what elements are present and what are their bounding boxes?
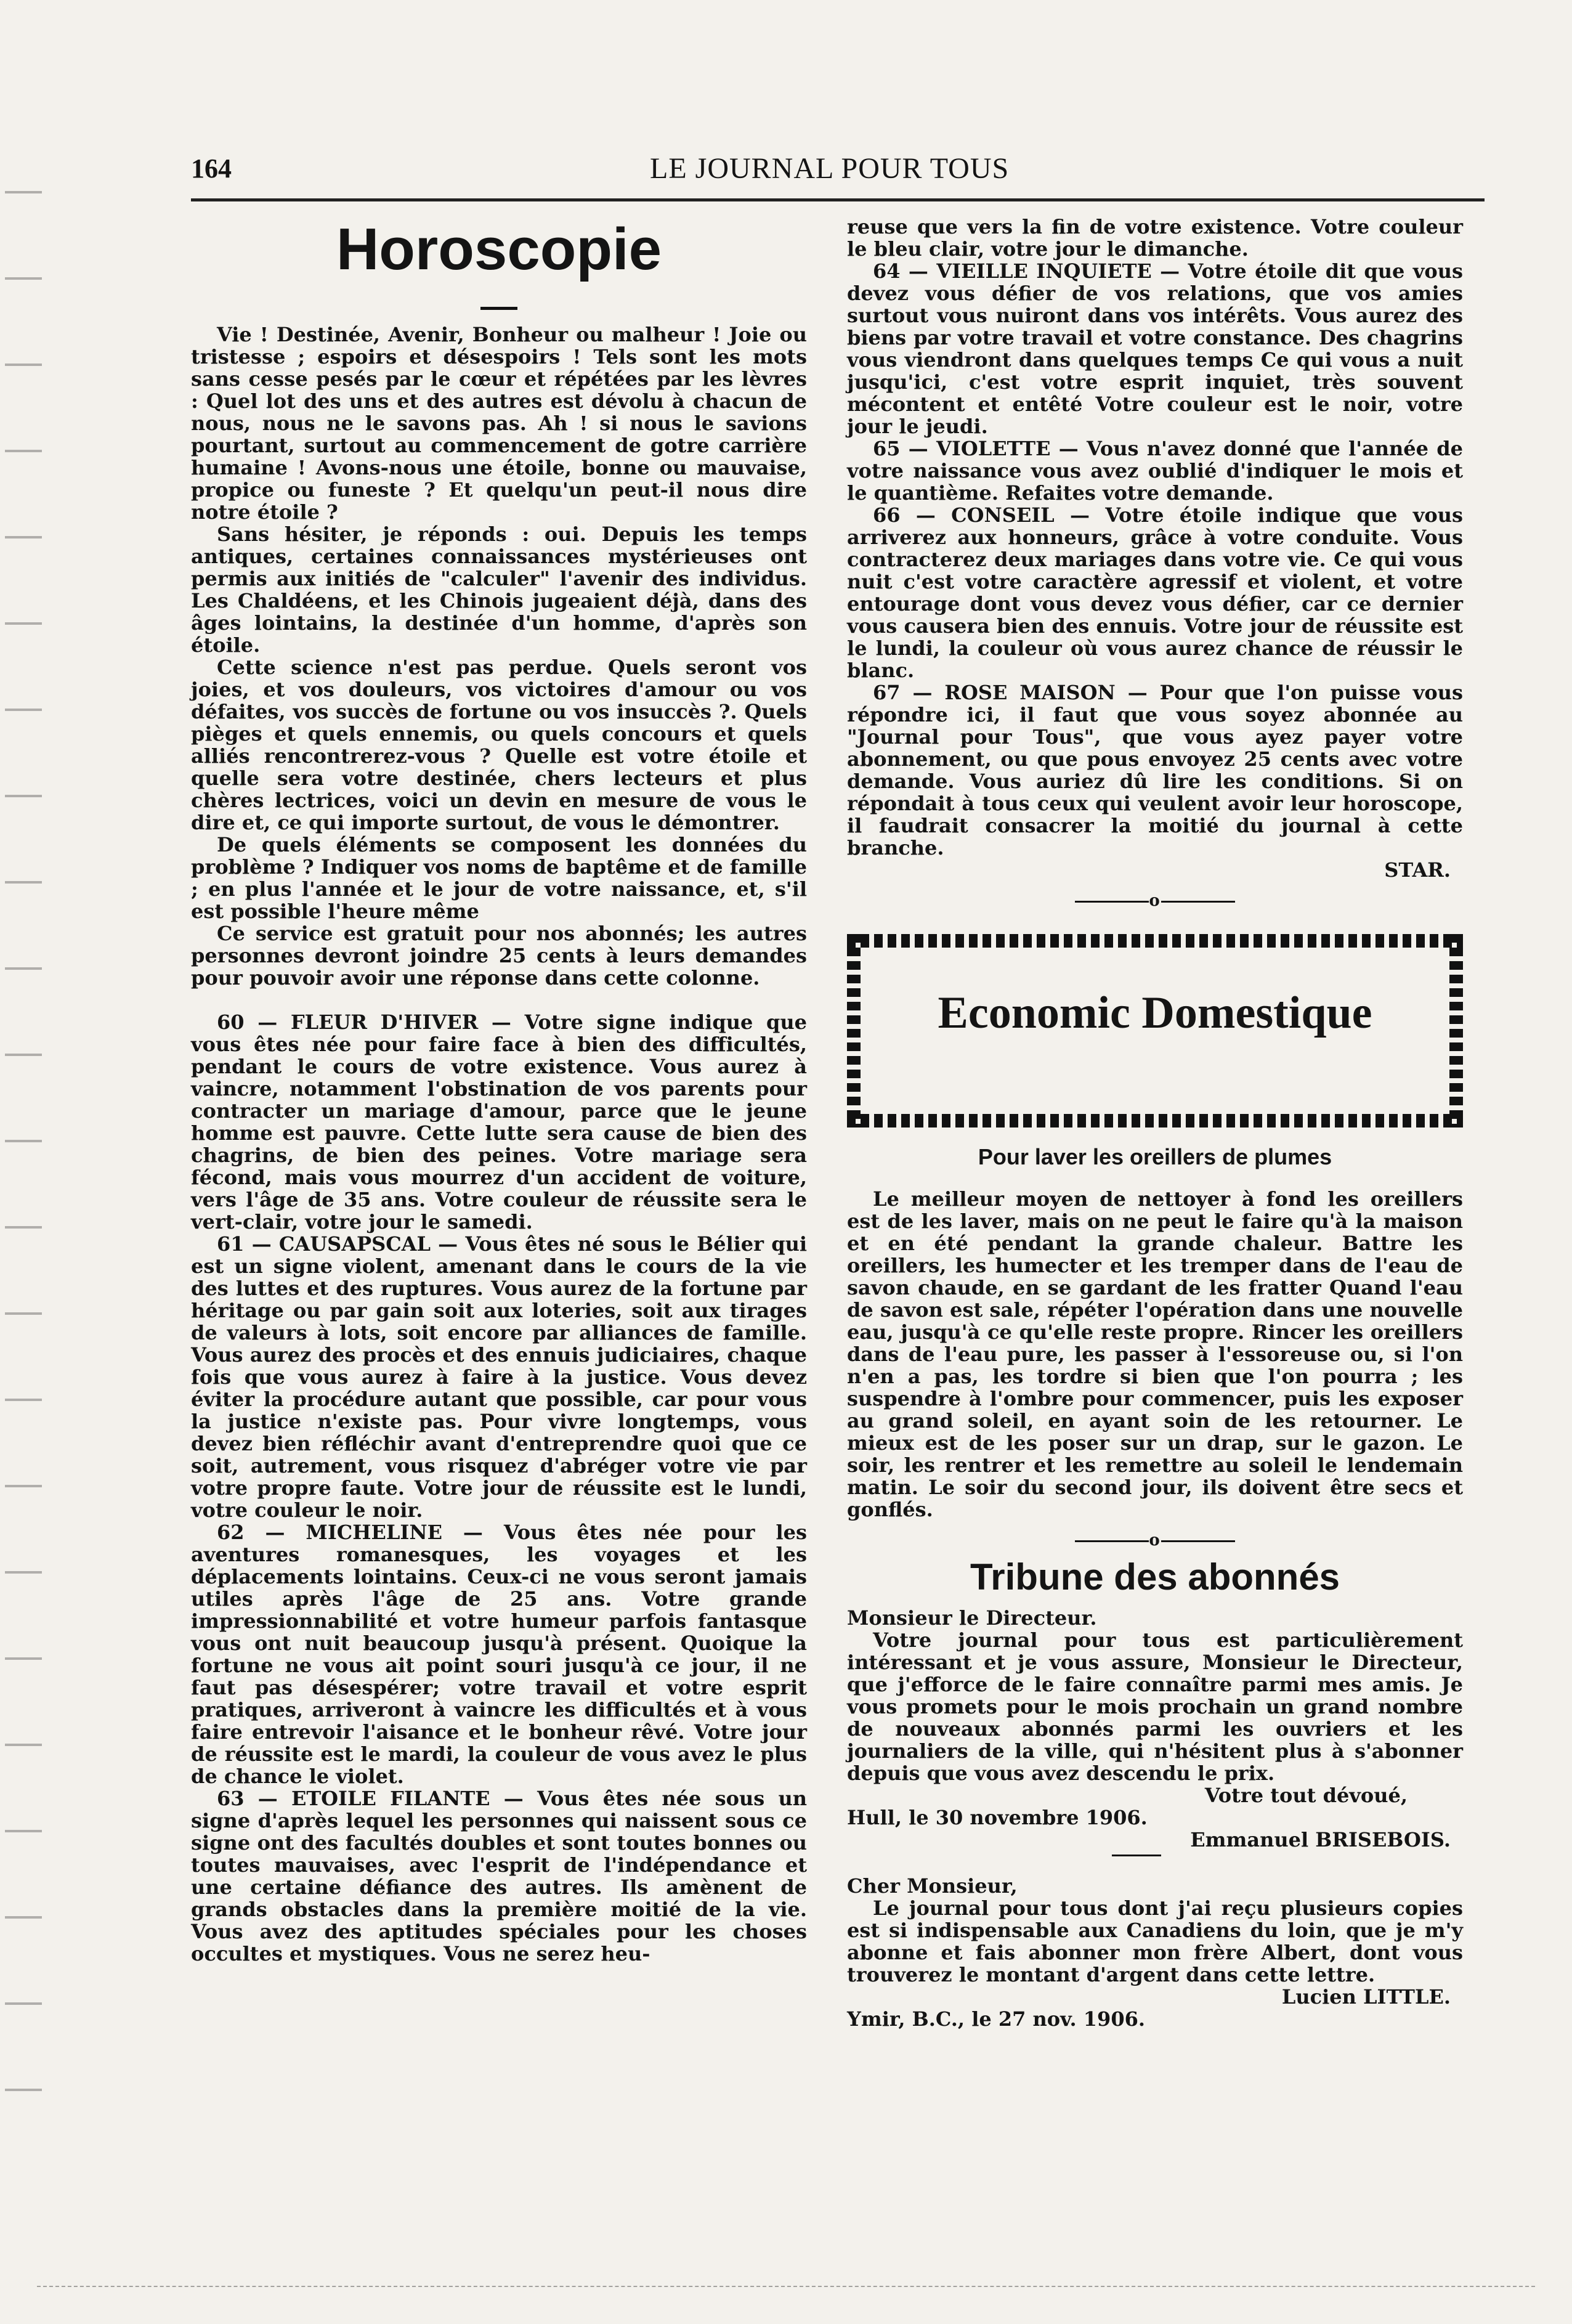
letter1-signature: Emmanuel BRISEBOIS.: [1190, 1828, 1451, 1851]
intro-paragraph-3: Cette science n'est pas perdue. Quels seront vos joies, et vos douleurs, vos victoires d'amour ou vos défaites, vos succès de fortune ou vos insuccès ?. Quels pièges et quels ennemis, ou quels concours et quels alliés rencontrerez-vous ? Quelle est votre étoile et quelle sera votre destinée, chers lecteurs et plus chères lectrices, voici un devin en mesure de vous le dire et, ce qui importe surtout, de vous le démontrer.: [191, 656, 807, 834]
page-header: [191, 153, 1485, 201]
horoscope-63: 63 — ETOILE FILANTE — Vous êtes née sous un signe d'après lequel les personnes qui naissent sous ce signe ont des facultés doubles et sont toutes bonnes ou toutes mauvaises, avec l'esprit de l'indépendance et une certaine défiance des autres. Ils amènent de grands obstacles dans la première moitié de la vie. Vous avez des aptitudes spéciales pour les choses occultes et mystiques. Vous ne serez heu-: [191, 1787, 807, 1965]
horoscopie-title: Horoscopie: [336, 216, 662, 282]
tribune-title: Tribune des abonnés: [970, 1556, 1340, 1598]
letter2-salutation: Cher Monsieur,: [847, 1874, 1018, 1898]
intro-paragraph-4: De quels éléments se composent les données du problème ? Indiquer vos noms de baptême et de famille ; en plus l'année et le jour de votre naissance, et, s'il est possible l'heure même: [191, 833, 807, 923]
letter2-date: Ymir, B.C., le 27 nov. 1906.: [847, 2007, 1145, 2031]
horoscope-63-continued: reuse que vers la fin de votre existence. Votre couleur le bleu clair, votre jour le dimanche.: [847, 215, 1463, 261]
letter1-closing: Votre tout dévoué,: [1204, 1784, 1408, 1807]
letter1-body: Votre journal pour tous est particulièrement intéressant et je vous assure, Monsieur le Directeur, que j'efforce de le faire connaître parmi mes amis. Je vous promets pour le mois prochain un grand nombre de nouveaux abonnés parmi les ouvriers et les journaliers de la ville, qui n'hésitent plus à s'abonner depuis que vous avez descendu le prix.: [847, 1628, 1463, 1785]
intro-paragraph-2: Sans hésiter, je réponds : oui. Depuis les temps antiques, certaines connaissances mystérieuses ont permis aux initiés de "calculer" l'avenir des individus. Les Chaldéens, et les Chinois jugeaient déjà, dans des âges lointains, la destinée d'un homme, d'après son étoile.: [191, 522, 807, 657]
letter1-salutation: Monsieur le Directeur.: [847, 1606, 1097, 1630]
intro-paragraph-5: Ce service est gratuit pour nos abonnés; les autres personnes devront joindre 25 cents à leurs demandes pour pouvoir avoir une réponse dans cette colonne.: [191, 922, 807, 989]
scan-margin-marks: [5, 154, 42, 2126]
page-number: 164: [191, 153, 232, 184]
intro-paragraph-1: Vie ! Destinée, Avenir, Bonheur ou malheur ! Joie ou tristesse ; espoirs et désespoirs ! Tels sont les mots sans cesse pesés par le cœur et répétées par les lèvres : Quel lot des uns et des autres est dévolu à chacun de nous, nous ne le savons pas. Ah ! si nous le savions pourtant, surtout au commencement de gotre carrière humaine ! Avons-nous une étoile, bonne ou mauvaise, propice ou funeste ? Et quelqu'un peut-il nous dire notre étoile ?: [191, 323, 807, 524]
section-separator: o: [847, 890, 1463, 912]
section-separator-2: o: [847, 1529, 1463, 1551]
horoscope-62: 62 — MICHELINE — Vous êtes née pour les aventures romanesques, les voyages et les déplacements lointains. Ceux-ci ne vous seront jamais utiles après l'âge de 25 ans. Votre grande impressionnabilité et votre humeur parfois fantasque vous ont nuit beaucoup jusqu'à présent. Quoique la fortune ne vous ait point souri jusqu'à ce jour, il ne faut pas désespérer; votre travail et votre esprit pratiques, arriveront à vaincre les difficultés et à vous faire entrevoir l'aisance et le bonheur rêvé. Votre jour de réussite est le mardi, la couleur de vous avez le plus de chance le violet.: [191, 1521, 807, 1788]
letter1-date: Hull, le 30 novembre 1906.: [847, 1806, 1148, 1829]
scan-bottom-edge: [37, 2286, 1535, 2287]
journal-title: LE JOURNAL POUR TOUS: [650, 152, 1010, 185]
horoscope-67: 67 — ROSE MAISON — Pour que l'on puisse vous répondre ici, il faut que vous soyez abonnée au "Journal pour Tous", que vous ayez payer votre abonnement, ou que pous envoyez 25 cents avec votre demande. Vous auriez dû lire les conditions. Si on répondait à tous ceux qui veulent avoir leur horoscope, il faudrait consacrer la moitié du journal à cette branche.: [847, 681, 1463, 859]
horoscope-65: 65 — VIOLETTE — Vous n'avez donné que l'année de votre naissance vous avez oublié d'indiquer le mois et le quantième. Refaites votre demande.: [847, 437, 1463, 505]
economic-domestique-title: Economic Domestique: [938, 988, 1372, 1038]
horoscope-61: 61 — CAUSAPSCAL — Vous êtes né sous le Bélier qui est un signe violent, amenant dans le cours de la vie des luttes et des ruptures. Vous aurez de la fortune par héritage ou par gain soit aux loteries, soit aux tirages de valeurs à lots, soit encore par alliances de famille. Vous aurez des procès et des ennuis judiciaires, chaque fois que vous aurez à faire à la justice. Vous devez éviter la procédure autant que possible, car pour vous la justice n'existe pas. Pour vivre longtemps, vous devez bien réfléchir avant d'entreprendre quoi que ce soit, autrement, vous risquez d'abréger votre vie par votre propre faute. Votre jour de réussite est le lundi, votre couleur le noir.: [191, 1232, 807, 1522]
horoscope-signature: STAR.: [1384, 858, 1451, 882]
left-column: [191, 216, 807, 1965]
title-rule: [480, 307, 517, 310]
horoscope-64: 64 — VIEILLE INQUIETE — Votre étoile dit que vous devez vous défier de vos relations, que vos amies surtout vous nuiront dans vos intérêts. Vous aurez des biens par votre travail et votre constance. Des chagrins vous viendront dans quelques temps Ce qui vous a nuit jusqu'ici, c'est votre esprit inquiet, très souvent mécontent et entêté Votre couleur est le noir, votre jour le jeudi.: [847, 259, 1463, 438]
econ-subtitle: Pour laver les oreillers de plumes: [978, 1144, 1332, 1169]
econ-text: Le meilleur moyen de nettoyer à fond les oreillers est de les laver, mais on ne peut le faire qu'à la maison et en été pendant la grande chaleur. Battre les oreillers, les humecter et les tremper dans de l'eau de savon chaude, en se gardant de les fratter Quand l'eau de savon est sale, répéter l'opération dans une nouvelle eau, jusqu'à ce qu'elle reste propre. Rincer les oreillers dans de l'eau pure, les passer à l'essoreuse ou, si l'on n'en a pas, les tordre si bien que l'on pourra ; les suspendre à l'ombre pour commencer, puis les exposer au grand soleil, en ayant soin de les retourner. Le mieux est de les poser sur un drap, sur le gazon. Le soir, les rentrer et les remettre au soleil le lendemain matin. Le soir du second jour, ils doivent être secs et gonflés.: [847, 1187, 1463, 1521]
horoscope-60: 60 — FLEUR D'HIVER — Votre signe indique que vous êtes née pour faire face à bien des difficultés, pendant le cours de votre existence. Vous aurez à vaincre, notamment l'obstination de vos parents pour contracter un mariage d'amour, parce que le jeune homme est pauvre. Cette lutte sera cause de bien des chagrins, de bien des peines. Votre mariage sera fécond, mais vous mourrez d'un accident de voiture, vers l'âge de 35 ans. Votre couleur de réussite sera le vert-clair, votre jour le samedi.: [191, 1010, 807, 1233]
horoscope-66: 66 — CONSEIL — Votre étoile indique que vous arriverez aux honneurs, grâce à votre conduite. Vous contracterez deux mariages dans votre vie. Ce qui vous nuit c'est votre caractère agressif et violent, et votre entourage dont vous devez vous défier, car ce dernier vous causera bien des ennuis. Votre jour de réussite est le lundi, la couleur où vous aurez chance de réussir le blanc.: [847, 503, 1463, 682]
letter2-body: Le journal pour tous dont j'ai reçu plusieurs copies est si indispensable aux Canadiens du loin, que je m'y abonne et fais abonner mon frère Albert, dont vous trouverez le montant d'argent dans cette lettre.: [847, 1896, 1463, 1986]
right-column: [847, 216, 1463, 2030]
economic-domestique-banner: [847, 934, 1463, 1127]
letter-divider: [1112, 1855, 1161, 1856]
letter2-signature: Lucien LITTLE.: [1281, 1985, 1451, 2009]
